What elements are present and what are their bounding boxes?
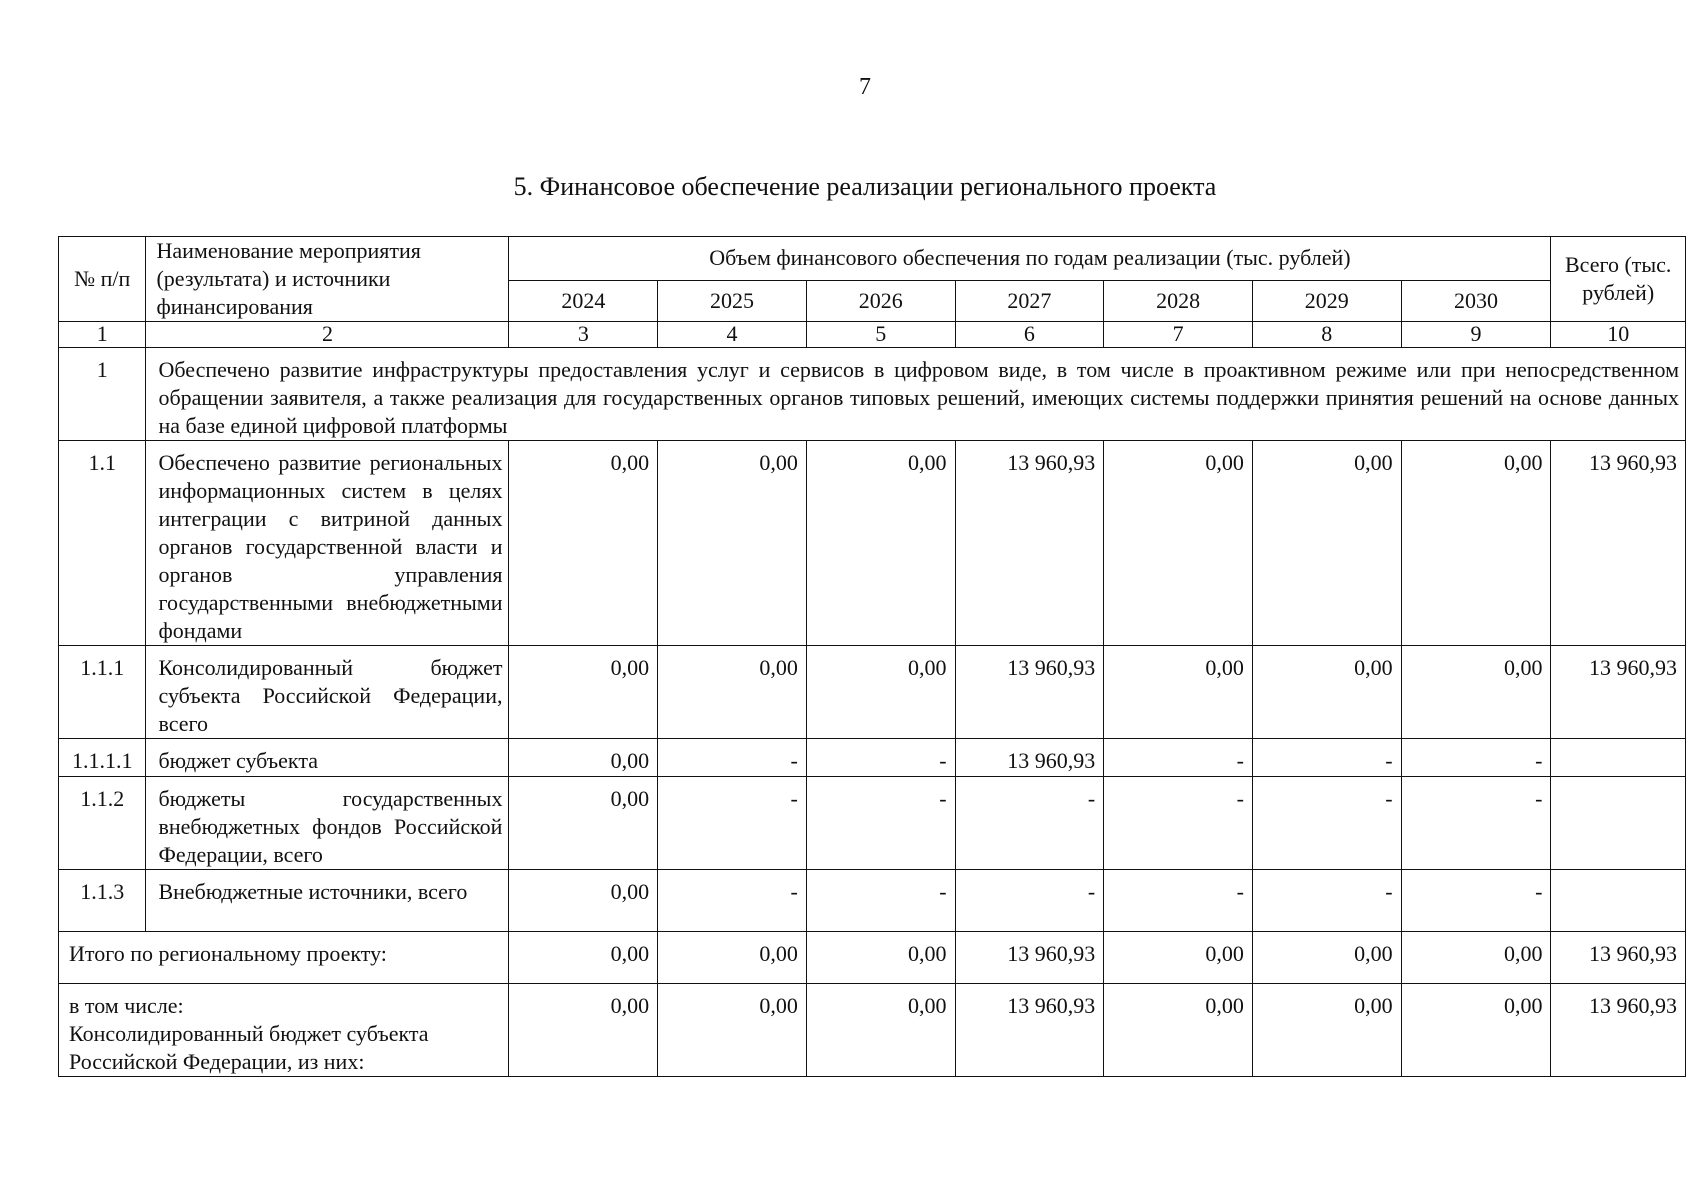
value-cell: 13 960,93: [955, 441, 1104, 646]
row-number: 1.1.2: [59, 777, 146, 870]
column-number: 2: [146, 322, 509, 348]
value-cell: 0,00: [509, 739, 658, 777]
value-cell: 0,00: [509, 870, 658, 932]
summary-value: 0,00: [1252, 932, 1401, 984]
value-cell: -: [806, 870, 955, 932]
value-cell: -: [806, 777, 955, 870]
table-row: [59, 646, 1686, 739]
summary-value: 13 960,93: [955, 984, 1104, 1077]
value-cell: -: [1401, 870, 1551, 932]
value-cell: -: [955, 777, 1104, 870]
summary-label: Итого по региональному проекту:: [59, 932, 509, 984]
header-year: 2026: [806, 280, 955, 321]
summary-value: 0,00: [1104, 932, 1253, 984]
row-name: Консолидированный бюджет субъекта Российской Федерации, всего: [146, 646, 509, 739]
row-number: 1.1.3: [59, 870, 146, 932]
summary-value: 0,00: [1104, 984, 1253, 1077]
column-number: 4: [658, 322, 807, 348]
total-cell: [1551, 739, 1686, 777]
section-title: 5. Финансовое обеспечение реализации регионального проекта: [513, 172, 1217, 201]
summary-value: 0,00: [509, 984, 658, 1077]
value-cell: 0,00: [1252, 441, 1401, 646]
total-cell: [1551, 870, 1686, 932]
row-number: 1.1.1: [59, 646, 146, 739]
column-number: 7: [1104, 322, 1253, 348]
task-number: 1: [59, 348, 146, 441]
row-number: 1.1.1.1: [59, 739, 146, 777]
row-number: 1.1: [59, 441, 146, 646]
column-number: 10: [1551, 322, 1686, 348]
summary-value: 0,00: [806, 932, 955, 984]
summary-row: [59, 932, 1686, 984]
header-volume: Объем финансового обеспечения по годам реализации (тыс. рублей): [509, 237, 1551, 281]
value-cell: -: [1401, 739, 1551, 777]
value-cell: -: [1104, 777, 1253, 870]
summary-value: 0,00: [658, 984, 807, 1077]
header-total: Всего (тыс. рублей): [1551, 237, 1686, 322]
table-row: [59, 739, 1686, 777]
value-cell: 0,00: [1401, 646, 1551, 739]
summary-value: 0,00: [806, 984, 955, 1077]
financing-table: [58, 236, 1686, 1077]
summary-value: 0,00: [1401, 984, 1551, 1077]
summary-value: 0,00: [658, 932, 807, 984]
column-number: 9: [1401, 322, 1551, 348]
value-cell: 0,00: [1401, 441, 1551, 646]
value-cell: 0,00: [1104, 441, 1253, 646]
header-year: 2025: [658, 280, 807, 321]
summary-label: в том числе: Консолидированный бюджет субъекта Российской Федерации, из них:: [59, 984, 509, 1077]
summary-row: [59, 984, 1686, 1077]
value-cell: 0,00: [658, 441, 807, 646]
value-cell: 0,00: [509, 441, 658, 646]
column-number: 1: [59, 322, 146, 348]
value-cell: 0,00: [806, 441, 955, 646]
value-cell: 0,00: [806, 646, 955, 739]
value-cell: -: [1252, 870, 1401, 932]
page-number: 7: [859, 74, 871, 100]
summary-value: 0,00: [1252, 984, 1401, 1077]
value-cell: 0,00: [509, 646, 658, 739]
column-number: 3: [509, 322, 658, 348]
value-cell: -: [806, 739, 955, 777]
table-row: [59, 777, 1686, 870]
column-number: 6: [955, 322, 1104, 348]
value-cell: -: [1104, 870, 1253, 932]
value-cell: -: [1252, 777, 1401, 870]
value-cell: 13 960,93: [955, 646, 1104, 739]
header-year: 2027: [955, 280, 1104, 321]
total-cell: 13 960,93: [1551, 441, 1686, 646]
value-cell: 0,00: [658, 646, 807, 739]
header-year: 2029: [1252, 280, 1401, 321]
value-cell: -: [1252, 739, 1401, 777]
header-year: 2024: [509, 280, 658, 321]
value-cell: 0,00: [1252, 646, 1401, 739]
summary-total: 13 960,93: [1551, 984, 1686, 1077]
column-number: 5: [806, 322, 955, 348]
value-cell: 13 960,93: [955, 739, 1104, 777]
value-cell: -: [658, 739, 807, 777]
task-description: Обеспечено развитие инфраструктуры предоставления услуг и сервисов в цифровом виде, в том числе в проактивном режиме или при непосредственном обращении заявителя, а также реализация для государственных органов типовых решений, имеющих системы поддержки принятия решений на основе данных на базе единой цифровой платформы: [146, 348, 1686, 441]
value-cell: -: [658, 870, 807, 932]
header-year: 2030: [1401, 280, 1551, 321]
summary-value: 0,00: [509, 932, 658, 984]
summary-value: 13 960,93: [955, 932, 1104, 984]
total-cell: [1551, 777, 1686, 870]
summary-total: 13 960,93: [1551, 932, 1686, 984]
row-name: Обеспечено развитие региональных информационных систем в целях интеграции с витриной данных органов государственной власти и органов управления государственными внебюджетными фондами: [146, 441, 509, 646]
table-row: [59, 870, 1686, 932]
total-cell: 13 960,93: [1551, 646, 1686, 739]
header-name: Наименование мероприятия (результата) и источники финансирования: [146, 237, 509, 322]
row-name: бюджеты государственных внебюджетных фондов Российской Федерации, всего: [146, 777, 509, 870]
value-cell: -: [955, 870, 1104, 932]
value-cell: 0,00: [509, 777, 658, 870]
column-number: 8: [1252, 322, 1401, 348]
value-cell: 0,00: [1104, 646, 1253, 739]
header-num: № п/п: [59, 237, 146, 322]
table-row: [59, 441, 1686, 646]
value-cell: -: [1104, 739, 1253, 777]
value-cell: -: [658, 777, 807, 870]
row-name: Внебюджетные источники, всего: [146, 870, 509, 932]
header-year: 2028: [1104, 280, 1253, 321]
row-name: бюджет субъекта: [146, 739, 509, 777]
summary-value: 0,00: [1401, 932, 1551, 984]
value-cell: -: [1401, 777, 1551, 870]
